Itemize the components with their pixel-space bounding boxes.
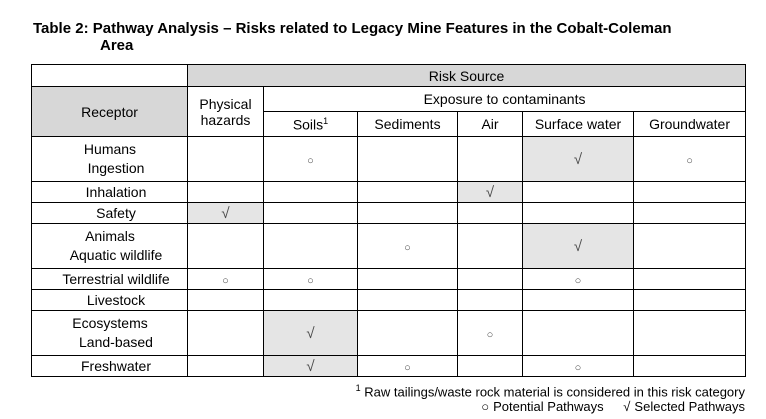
empty-pathway-cell — [358, 269, 458, 290]
receptor-cell — [32, 224, 188, 269]
empty-pathway-cell — [264, 290, 358, 311]
check-mark: √ — [221, 205, 230, 222]
legend — [31, 399, 745, 414]
legend-selected-label: Selected Pathways — [634, 399, 745, 415]
receptor-label: Safety — [96, 204, 136, 221]
receptor-label: Land-based — [79, 334, 153, 350]
receptor-cell — [32, 290, 188, 311]
empty-pathway-cell — [358, 182, 458, 203]
potential-pathway-cell — [634, 137, 746, 182]
circle-mark: ○ — [307, 155, 314, 167]
check-mark: √ — [306, 358, 315, 375]
empty-pathway-cell — [458, 269, 523, 290]
empty-pathway-cell — [523, 311, 634, 356]
check-mark: √ — [306, 325, 315, 342]
receptor-label: Aquatic wildlife — [69, 247, 163, 263]
footnote-raw-tailings — [31, 381, 745, 399]
receptor-label: Ingestion — [87, 160, 145, 176]
table-row — [32, 356, 746, 377]
potential-pathway-cell — [264, 269, 358, 290]
pathway-analysis-table — [31, 64, 746, 377]
receptor-cell — [32, 182, 188, 203]
receptor-label: Terrestrial wildlife — [62, 270, 170, 287]
risk-source-header: Risk Source — [188, 65, 746, 87]
receptor-group-label: Humans — [83, 141, 137, 157]
column-header-soils: Soils$^1$ — [264, 112, 358, 137]
empty-pathway-cell — [634, 356, 746, 377]
receptor-cell — [32, 203, 188, 224]
empty-pathway-cell — [523, 203, 634, 224]
empty-pathway-cell — [264, 203, 358, 224]
empty-pathway-cell — [634, 290, 746, 311]
circle-mark: ○ — [404, 362, 411, 374]
potential-pathway-cell — [188, 269, 264, 290]
check-mark: √ — [485, 184, 495, 201]
empty-pathway-cell — [458, 224, 523, 269]
empty-pathway-cell — [458, 290, 523, 311]
table-row — [32, 182, 746, 203]
circle-mark: ○ — [574, 275, 582, 287]
column-header-sediments: Sediments — [358, 112, 458, 137]
circle-mark: ○ — [486, 329, 494, 341]
empty-pathway-cell — [634, 224, 746, 269]
empty-pathway-cell — [634, 269, 746, 290]
receptor-label: Livestock — [86, 291, 146, 308]
empty-pathway-cell — [188, 290, 264, 311]
table-caption — [33, 20, 766, 54]
empty-pathway-cell — [358, 290, 458, 311]
receptor-cell — [32, 269, 188, 290]
circle-mark: ○ — [574, 362, 582, 374]
header-row-risk-source — [32, 65, 746, 87]
empty-pathway-cell — [358, 137, 458, 182]
empty-pathway-cell — [634, 311, 746, 356]
empty-pathway-cell — [188, 224, 264, 269]
selected-pathway-cell — [523, 137, 634, 182]
table-row — [32, 203, 746, 224]
receptor-cell — [32, 356, 188, 377]
potential-pathway-cell — [264, 137, 358, 182]
footnotes — [31, 381, 745, 414]
column-header-air: Air — [458, 112, 523, 137]
potential-pathway-cell — [523, 269, 634, 290]
table-row — [32, 269, 746, 290]
empty-pathway-cell — [264, 224, 358, 269]
column-header-physical-hazards: Physical hazards — [188, 87, 264, 137]
footnote-superscript: 1 — [355, 383, 361, 393]
column-header-surface-water: Surface water — [523, 112, 634, 137]
selected-pathway-cell — [523, 224, 634, 269]
legend-potential-label: Potential Pathways — [493, 399, 604, 415]
empty-pathway-cell — [358, 203, 458, 224]
empty-pathway-cell — [188, 137, 264, 182]
potential-pathway-cell — [458, 311, 523, 356]
empty-pathway-cell — [634, 203, 746, 224]
receptor-header: Receptor — [32, 87, 188, 137]
exposure-to-contaminants-header: Exposure to contaminants — [264, 87, 746, 112]
table-row — [32, 290, 746, 311]
empty-pathway-cell — [358, 311, 458, 356]
legend-potential-pathways — [481, 399, 603, 414]
check-mark: √ — [573, 238, 583, 255]
empty-pathway-cell — [188, 356, 264, 377]
selected-pathway-cell — [458, 182, 523, 203]
circle-mark: ○ — [222, 275, 229, 287]
empty-pathway-cell — [523, 182, 634, 203]
legend-selected-pathways — [623, 399, 745, 414]
table-caption-line2: Area — [100, 37, 134, 54]
table-row — [32, 311, 746, 356]
selected-pathway-cell — [188, 203, 264, 224]
potential-pathway-cell — [358, 356, 458, 377]
empty-pathway-cell — [458, 356, 523, 377]
receptor-cell — [32, 137, 188, 182]
receptor-label: Freshwater — [80, 357, 152, 374]
selected-pathway-cell — [264, 356, 358, 377]
empty-pathway-cell — [264, 182, 358, 203]
empty-pathway-cell — [188, 182, 264, 203]
potential-pathway-cell — [358, 224, 458, 269]
empty-pathway-cell — [634, 182, 746, 203]
table-row — [32, 137, 746, 182]
receptor-group-label: Ecosystems — [72, 315, 148, 331]
corner-spacer-cell — [32, 65, 188, 87]
footnote-text: Raw tailings/waste rock material is considered in this risk category — [364, 384, 745, 400]
column-header-groundwater: Groundwater — [634, 112, 746, 137]
empty-pathway-cell — [458, 137, 523, 182]
empty-pathway-cell — [523, 290, 634, 311]
empty-pathway-cell — [458, 203, 523, 224]
check-mark: √ — [623, 399, 631, 415]
receptor-label: Inhalation — [85, 183, 147, 200]
table-caption-line1: Table 2: Pathway Analysis – Risks related to Legacy Mine Features in the Cobalt-Coleman — [33, 20, 672, 37]
circle-mark: ○ — [481, 399, 490, 415]
table-row — [32, 224, 746, 269]
check-mark: √ — [573, 151, 583, 168]
receptor-group-label: Animals — [85, 228, 135, 244]
circle-mark: ○ — [686, 155, 693, 167]
empty-pathway-cell — [188, 311, 264, 356]
selected-pathway-cell — [264, 311, 358, 356]
receptor-cell — [32, 311, 188, 356]
circle-mark: ○ — [404, 242, 411, 254]
header-row-exposure — [32, 87, 746, 112]
potential-pathway-cell — [523, 356, 634, 377]
circle-mark: ○ — [307, 275, 314, 287]
